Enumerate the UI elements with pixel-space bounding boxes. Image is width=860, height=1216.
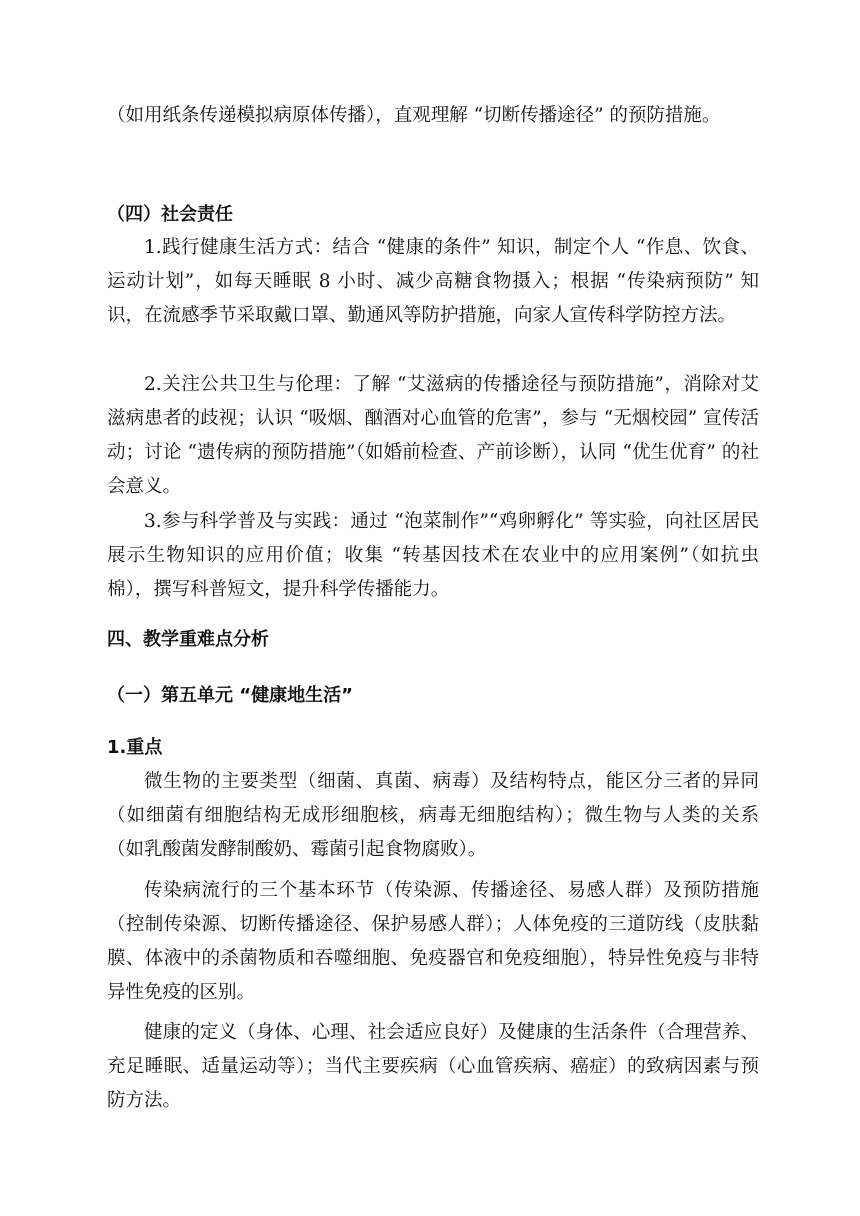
key-points-title: 1.重点: [107, 737, 163, 758]
subsection-heading-unit-five: （一）第五单元 “健康地生活”: [107, 685, 353, 706]
section-heading-key-difficult-points: 四、教学重难点分析: [107, 629, 269, 650]
key-point-3: 健康的定义（身体、心理、社会适应良好）及健康的生活条件（合理营养、充足睡眠、适量运动等）；当代主要疾病（心血管疾病、癌症）的致病因素与预防方法。: [107, 1022, 759, 1111]
section-heading-social-responsibility: （四）社会责任: [107, 204, 233, 225]
social-item-3: 3.参与科学普及与实践：通过 “泡菜制作”“鸡卵孵化” 等实验，向社区居民展示生物知识的应用价值；收集 “转基因技术在农业中的应用案例”（如抗虫棉），撰写科普短文，提升科学传播能力。: [107, 511, 759, 600]
social-item-1: 1.践行健康生活方式：结合 “健康的条件” 知识，制定个人 “作息、饮食、运动计划”，如每天睡眠 8 小时、减少高糖食物摄入；根据 “传染病预防” 知识，在流感季节采取戴口罩、勤通风等防护措施，向家人宣传科学防控方法。: [107, 237, 759, 326]
paragraph-continuation: （如用纸条传递模拟病原体传播），直观理解 “切断传播途径” 的预防措施。: [107, 105, 721, 126]
social-item-2: 2.关注公共卫生与伦理：了解 “艾滋病的传播途径与预防措施”，消除对艾滋病患者的歧视；认识 “吸烟、酗酒对心血管的危害”，参与 “无烟校园” 宣传活动；讨论 “遗传病的预防措施”（如婚前检查、产前诊断），认同 “优生优育” 的社会意义。: [107, 374, 759, 497]
key-point-1: 微生物的主要类型（细菌、真菌、病毒）及结构特点，能区分三者的异同（如细菌有细胞结构无成形细胞核，病毒无细胞结构）；微生物与人类的关系（如乳酸菌发酵制酸奶、霉菌引起食物腐败）。: [107, 771, 759, 860]
key-point-2: 传染病流行的三个基本环节（传染源、传播途径、易感人群）及预防措施（控制传染源、切断传播途径、保护易感人群）；人体免疫的三道防线（皮肤黏膜、体液中的杀菌物质和吞噬细胞、免疫器官和免疫细胞），特异性免疫与非特异性免疫的区别。: [107, 880, 759, 1003]
